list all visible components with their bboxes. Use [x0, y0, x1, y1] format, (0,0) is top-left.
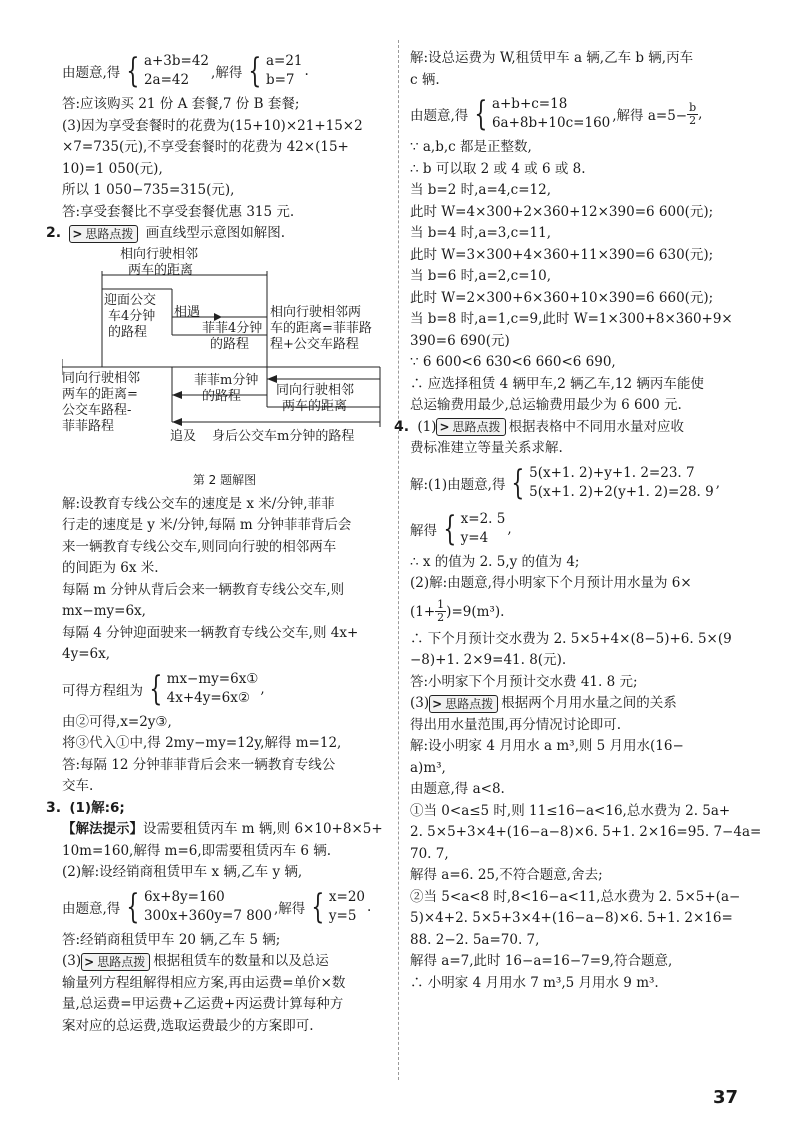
text-line: ∴ 应选择租赁 4 辆甲车,2 辆乙车,12 辆丙车能使 — [410, 375, 704, 392]
question-number: 4. — [394, 418, 410, 435]
equation-system — [62, 666, 387, 712]
text-line: 10)=1 050(元), — [62, 160, 163, 177]
right-column — [394, 48, 762, 994]
hint-badge — [436, 418, 505, 436]
text-line — [62, 819, 387, 841]
text-line: −8)+1. 2×9=41. 8(元). — [410, 652, 567, 668]
hint-tag: 【解法提示】 — [62, 821, 143, 837]
brace-icon: { — [474, 94, 488, 134]
brace-icon: { — [248, 51, 262, 91]
text-line: 解得 a=7,此时 16−a=16−7=9,符合题意, — [410, 953, 673, 969]
diagram-label: 菲菲m分钟 — [194, 372, 259, 388]
equation: 6a+8b+10c=160 — [491, 115, 611, 131]
text: 根据表格中不同用水量对应收 — [508, 418, 685, 435]
diagram-label: 同向行驶相邻 — [276, 382, 355, 398]
text: 解得 — [410, 522, 437, 539]
equation: 4x+4y=6x② — [166, 689, 250, 706]
page-number: 37 — [712, 1087, 738, 1108]
diagram-label: 两车的距离 — [282, 398, 348, 414]
numerator: b — [689, 100, 697, 114]
equation-system — [62, 48, 387, 94]
text-line: 由题意,得 a<8. — [410, 781, 505, 797]
equation: 300x+360y=7 800 — [143, 907, 272, 924]
column-divider — [398, 40, 399, 1080]
text-line: 当 b=8 时,a=1,c=9,此时 W=1×300+8×360+9× — [410, 311, 733, 327]
text: 由题意,得 — [62, 65, 121, 81]
text: (3) — [410, 695, 430, 711]
text-line: 答:应该购买 21 份 A 套餐,7 份 B 套餐; — [62, 96, 300, 112]
brace-icon: { — [311, 886, 325, 927]
diagram-label: 菲菲路程 — [62, 418, 115, 434]
system-brace — [145, 670, 258, 708]
numerator: 1 — [437, 598, 445, 611]
text-line: 70. 7, — [410, 845, 449, 862]
diagram-label: 公交车路程- — [62, 402, 132, 418]
text-line: 由②可得,x=2y③, — [62, 713, 172, 730]
system-brace — [122, 888, 272, 926]
text-line: 5)×4+2. 5×5+3×4+(16−a−8)×6. 5+1. 2×16= — [410, 910, 733, 926]
text-line: ∴ b 可以取 2 或 4 或 6 或 8. — [410, 160, 586, 177]
text-line: (3)因为享受套餐时的花费为(15+10)×21+15×2 — [62, 117, 363, 134]
system-brace — [244, 52, 302, 90]
diagram-label: 菲菲4分钟 — [202, 320, 263, 336]
brace-icon: { — [511, 462, 525, 503]
text-line: mx−my=6x, — [62, 603, 146, 619]
text: )=9(m³). — [446, 603, 505, 620]
question-2-header — [46, 223, 387, 245]
text: 由题意,得 — [62, 900, 121, 917]
equation: mx−my=6x① — [166, 670, 259, 687]
diagram-label: 车的距离=菲菲路 — [270, 320, 372, 336]
text-line: 当 b=4 时,a=3,c=11, — [410, 225, 551, 241]
brace-icon: { — [443, 508, 457, 549]
equation-system — [410, 460, 750, 506]
text-line — [410, 595, 750, 629]
equation: b=7 — [265, 72, 295, 88]
question-number: 2. — [46, 225, 62, 241]
text: ,解得 — [211, 65, 243, 81]
equation: y=5 — [328, 907, 357, 924]
text-line: 88. 2−2. 5a=70. 7, — [410, 931, 540, 948]
equation: 2a=42 — [143, 72, 190, 88]
badge-label: 思路点拨 — [97, 954, 146, 969]
text-line — [62, 951, 387, 973]
text: . — [304, 63, 309, 79]
equation-system — [62, 884, 387, 930]
text: ,解得 — [273, 900, 306, 917]
arrow-icon: > — [439, 420, 450, 434]
text-line: a)m³, — [410, 759, 446, 776]
diagram-label: 相遇 — [174, 304, 201, 320]
text: , — [715, 474, 721, 491]
denominator: 2 — [689, 113, 697, 127]
hint-badge — [81, 953, 150, 971]
text-line: ∵ 6 600<6 630<6 660<6 690, — [410, 354, 616, 370]
brace-icon: { — [149, 668, 163, 709]
text: 解:(1)由题意,得 — [410, 476, 506, 493]
equation: 5(x+1. 2)+y+1. 2=23. 7 — [529, 464, 695, 481]
text-line: ∵ a,b,c 都是正整数, — [410, 139, 532, 155]
text-line: 量,总运费=甲运费+乙运费+丙运费计算每种方 — [62, 996, 344, 1012]
text-line: 解:设小明家 4 月用水 a m³,则 5 月用水(16− — [410, 738, 684, 754]
left-column — [46, 48, 387, 1037]
figure-caption: 第 2 题解图 — [192, 472, 257, 487]
text: 设需要租赁丙车 m 辆,则 6×10+8×5+ — [143, 821, 383, 837]
text-line: 此时 W=3×300+4×360+11×390=6 630(元); — [410, 246, 714, 263]
diagram-label: 迎面公交 — [104, 292, 157, 308]
equation-system — [410, 91, 750, 137]
text-line — [410, 693, 750, 715]
text-line: 答:经销商租赁甲车 20 辆,乙车 5 辆; — [62, 931, 281, 948]
text: 根据租赁车的数量和以及总运 — [153, 953, 329, 969]
text-line: 解得 a=6. 25,不符合题意,舍去; — [410, 867, 603, 883]
hint-text: 画直线型示意图如解图. — [145, 225, 286, 241]
equation: y=4 — [460, 529, 489, 546]
text-line: (2)解:由题意,得小明家下个月预计用水量为 6× — [410, 575, 692, 591]
diagram-label: 相向行驶相邻两 — [270, 304, 362, 320]
text-line: 解:设总运费为 W,租赁甲车 a 辆,乙车 b 辆,丙车 — [410, 50, 694, 66]
text: 由题意,得 — [410, 108, 469, 124]
text-line: ∴ 小明家 4 月用水 7 m³,5 月用水 9 m³. — [410, 974, 659, 991]
text: 可得方程组为 — [62, 682, 143, 699]
system-brace — [122, 52, 209, 90]
equation-system — [410, 506, 750, 552]
diagram-label: 两车的距离 — [128, 262, 194, 278]
diagram-label: 身后公交车m分钟的路程 — [212, 428, 355, 444]
text-line: 得出用水量范围,再分情况讨论即可. — [410, 716, 622, 733]
text: , — [507, 520, 512, 537]
denominator: 2 — [437, 611, 445, 624]
badge-label: 思路点拨 — [452, 420, 501, 434]
text: (1+ — [410, 603, 436, 620]
brace-icon: { — [126, 886, 140, 927]
text-line: ①当 0<a≤5 时,则 11≤16−a<16,总水费为 2. 5a+ — [410, 802, 731, 819]
text-line: 10m=160,解得 m=6,即需要租赁丙车 6 辆. — [62, 842, 332, 859]
text-line: ②当 5<a<8 时,8<16−a<11,总水费为 2. 5×5+(a− — [410, 888, 741, 905]
fraction — [435, 599, 446, 624]
text: (1) — [417, 418, 437, 435]
text-line: 4y=6x, — [62, 646, 111, 662]
text-line: 此时 W=4×300+2×360+12×390=6 600(元); — [410, 203, 714, 220]
diagram-label: 车4分钟 — [108, 308, 156, 324]
text-line: 每隔 4 分钟迎面驶来一辆教育专线公交车,则 4x+ — [62, 624, 359, 641]
diagram-label: 两车的距离= — [62, 386, 138, 402]
arrow-icon: > — [72, 226, 83, 241]
brace-icon: { — [126, 51, 140, 91]
text-line: 答:每隔 12 分钟菲菲背后会来一辆教育专线公 — [62, 756, 336, 773]
text-line: c 辆. — [410, 71, 440, 88]
text-line: 解:设教育专线公交车的速度是 x 米/分钟,菲菲 — [62, 495, 335, 512]
line-diagram — [62, 247, 382, 467]
diagram-label: 的路程 — [202, 388, 242, 404]
system-brace — [439, 510, 505, 548]
diagram-label: 程+公交车路程 — [270, 336, 359, 352]
text-line: 总运输费用最少,总运输费用最少为 6 600 元. — [410, 397, 682, 413]
text: (3) — [62, 953, 82, 969]
diagram-label: 的路程 — [210, 336, 250, 352]
question-number: 3. — [46, 799, 62, 816]
text-line: 此时 W=2×300+6×360+10×390=6 660(元); — [410, 289, 714, 306]
equation: a+b+c=18 — [491, 96, 568, 112]
text: 根据两个月用水量之间的关系 — [501, 695, 677, 711]
diagram-label: 同向行驶相邻 — [62, 370, 141, 386]
text-line: 案对应的总运费,选取运费最少的方案即可. — [62, 1017, 314, 1034]
equation: a=21 — [265, 53, 303, 69]
system-brace — [470, 95, 610, 133]
badge-label: 思路点拨 — [85, 226, 134, 241]
fraction — [687, 102, 698, 127]
question-4-header — [394, 417, 750, 439]
text-line: 答:享受套餐比不享受套餐优惠 315 元. — [62, 203, 295, 220]
text-line: (2)解:设经销商租赁甲车 x 辆,乙车 y 辆, — [62, 864, 303, 880]
text-line: 费标准建立等量关系求解. — [410, 440, 563, 456]
equation: 5(x+1. 2)+2(y+1. 2)=28. 9 — [529, 483, 714, 500]
diagram-label: 追及 — [170, 428, 197, 444]
hint-badge — [429, 695, 498, 713]
equation: x=2. 5 — [460, 510, 506, 527]
text: ,解得 a=5− — [612, 108, 688, 124]
diagram-label: 的路程 — [108, 324, 148, 340]
equation: x=20 — [328, 888, 366, 905]
text-line: 每隔 m 分钟从背后会来一辆教育专线公交车,则 — [62, 581, 345, 598]
text: , — [260, 680, 265, 697]
text-line: ∴ 下个月预计交水费为 2. 5×5+4×(8−5)+6. 5×(9 — [410, 630, 732, 647]
arrow-icon: > — [84, 954, 95, 969]
system-brace — [507, 464, 713, 502]
text-line: 2. 5×5+3×4+(16−a−8)×6. 5+1. 2×16=95. 7−4a= — [410, 824, 762, 840]
text-line: 将③代入①中,得 2my−my=12y,解得 m=12, — [62, 735, 342, 751]
text: . — [367, 898, 372, 915]
text-line: 交车. — [62, 778, 94, 794]
equation: 6x+8y=160 — [143, 888, 225, 905]
equation: a+3b=42 — [143, 53, 210, 69]
text-line: ×7=735(元),不享受套餐时的花费为 42×(15+ — [62, 139, 349, 155]
arrow-icon: > — [432, 696, 443, 711]
text-line: ∴ x 的值为 2. 5,y 的值为 4; — [410, 553, 580, 570]
text-line: 当 b=2 时,a=4,c=12, — [410, 182, 551, 198]
text: , — [698, 106, 703, 122]
text-line: 390=6 690(元) — [410, 332, 510, 349]
badge-label: 思路点拨 — [445, 696, 494, 711]
text-line: 来一辆教育专线公交车,则同向行驶的相邻两车 — [62, 538, 337, 555]
text: (1)解:6; — [69, 799, 125, 816]
system-brace — [307, 888, 365, 926]
text-line: 的间距为 6x 米. — [62, 560, 159, 576]
text-line: 输量列方程组解得相应方案,再由运费=单价×数 — [62, 974, 346, 991]
text-line: 所以 1 050−735=315(元), — [62, 182, 235, 198]
question-3-header — [46, 798, 387, 820]
text-line: 答:小明家下个月预计交水费 41. 8 元; — [410, 673, 638, 690]
text-line: 行走的速度是 y 米/分钟,每隔 m 分钟菲菲背后会 — [62, 517, 352, 533]
hint-badge — [69, 225, 138, 243]
text-line: 当 b=6 时,a=2,c=10, — [410, 268, 551, 284]
diagram-label: 相向行驶相邻 — [120, 246, 199, 262]
